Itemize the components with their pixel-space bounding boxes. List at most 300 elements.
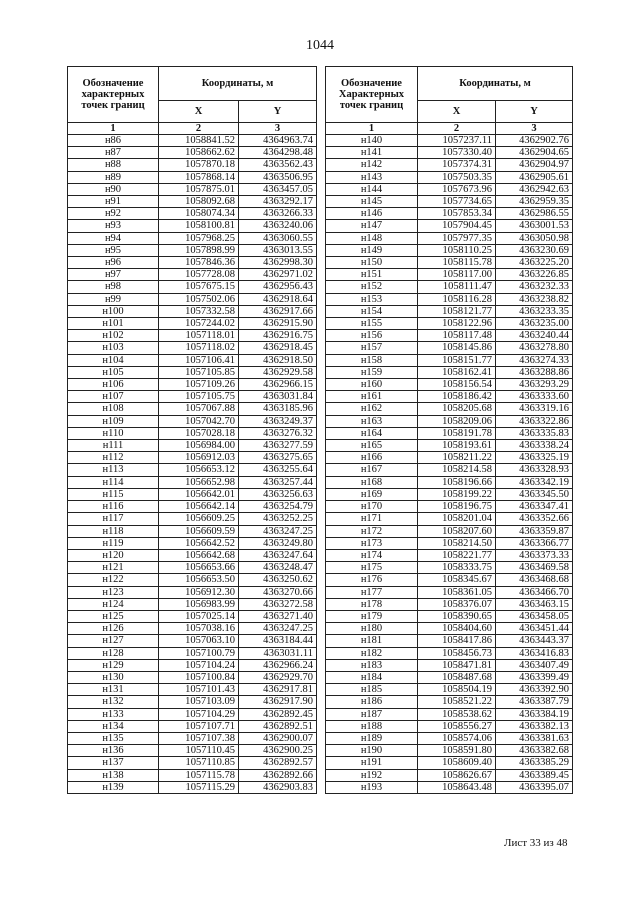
point-name-cell: н139: [68, 781, 159, 793]
y-coordinate-cell: 4363185.96: [239, 403, 317, 415]
table-row: [326, 745, 573, 757]
table-row: [326, 549, 573, 561]
point-name-cell: н97: [68, 269, 159, 281]
point-name-cell: н180: [326, 623, 418, 635]
point-name-cell: н130: [68, 671, 159, 683]
x-coordinate-cell: 1056653.66: [159, 562, 239, 574]
table-row: [326, 391, 573, 403]
table-row: [326, 720, 573, 732]
table-row: [68, 488, 317, 500]
x-coordinate-cell: 1057330.40: [418, 147, 496, 159]
table-row: [326, 671, 573, 683]
table-row: [68, 171, 317, 183]
table-row: [68, 159, 317, 171]
y-coordinate-cell: 4363235.00: [496, 318, 573, 330]
y-coordinate-cell: 4363270.66: [239, 586, 317, 598]
x-coordinate-cell: 1058390.65: [418, 610, 496, 622]
point-name-cell: н126: [68, 623, 159, 635]
x-coordinate-cell: 1057063.10: [159, 635, 239, 647]
y-coordinate-cell: 4363392.90: [496, 684, 573, 696]
table-row: [68, 757, 317, 769]
y-coordinate-cell: 4363468.68: [496, 574, 573, 586]
x-coordinate-cell: 1058521.22: [418, 696, 496, 708]
x-coordinate-cell: 1058841.52: [159, 135, 239, 147]
point-name-cell: н173: [326, 537, 418, 549]
point-name-cell: н124: [68, 598, 159, 610]
point-name-cell: н100: [68, 305, 159, 317]
page-number: 1044: [306, 38, 334, 53]
x-coordinate-cell: 1057107.38: [159, 732, 239, 744]
y-coordinate-cell: 4362917.66: [239, 305, 317, 317]
x-coordinate-cell: 1058092.68: [159, 196, 239, 208]
point-name-cell: н153: [326, 293, 418, 305]
y-coordinate-cell: 4363278.80: [496, 342, 573, 354]
point-name-cell: н142: [326, 159, 418, 171]
point-name-cell: н118: [68, 525, 159, 537]
y-coordinate-cell: 4363333.60: [496, 391, 573, 403]
point-name-cell: н115: [68, 488, 159, 500]
y-coordinate-cell: 4362892.45: [239, 708, 317, 720]
point-name-cell: н99: [68, 293, 159, 305]
y-coordinate-cell: 4362904.97: [496, 159, 573, 171]
point-name-cell: н127: [68, 635, 159, 647]
y-coordinate-cell: 4363506.95: [239, 171, 317, 183]
point-name-cell: н140: [326, 135, 418, 147]
x-coordinate-cell: 1056912.03: [159, 452, 239, 464]
point-name-cell: н105: [68, 366, 159, 378]
y-coordinate-cell: 4362916.75: [239, 330, 317, 342]
table-row: [68, 513, 317, 525]
y-coordinate-cell: 4363451.44: [496, 623, 573, 635]
y-coordinate-cell: 4362918.64: [239, 293, 317, 305]
y-coordinate-cell: 4363387.79: [496, 696, 573, 708]
table-row: [68, 769, 317, 781]
x-coordinate-cell: 1057104.29: [159, 708, 239, 720]
x-coordinate-cell: 1058504.19: [418, 684, 496, 696]
table-row: [326, 757, 573, 769]
point-name-cell: н158: [326, 354, 418, 366]
x-coordinate-cell: 1057237.11: [418, 135, 496, 147]
point-name-cell: н179: [326, 610, 418, 622]
x-coordinate-cell: 1058417.86: [418, 635, 496, 647]
y-coordinate-cell: 4363463.15: [496, 598, 573, 610]
y-coordinate-cell: 4362942.63: [496, 183, 573, 195]
table-row: [68, 257, 317, 269]
y-coordinate-cell: 4363240.06: [239, 220, 317, 232]
y-coordinate-cell: 4362998.30: [239, 257, 317, 269]
y-coordinate-cell: 4362904.65: [496, 147, 573, 159]
y-coordinate-cell: 4362971.02: [239, 269, 317, 281]
y-coordinate-cell: 4362900.25: [239, 745, 317, 757]
table-row: [326, 708, 573, 720]
point-name-cell: н141: [326, 147, 418, 159]
x-coordinate-cell: 1057728.08: [159, 269, 239, 281]
y-coordinate-cell: 4364298.48: [239, 147, 317, 159]
table-row: [326, 305, 573, 317]
y-coordinate-cell: 4362905.61: [496, 171, 573, 183]
table-row: [326, 403, 573, 415]
table-row: [68, 391, 317, 403]
x-coordinate-cell: 1058122.96: [418, 318, 496, 330]
point-name-cell: н183: [326, 659, 418, 671]
x-coordinate-cell: 1057109.26: [159, 379, 239, 391]
point-name-cell: н138: [68, 769, 159, 781]
y-coordinate-cell: 4363272.58: [239, 598, 317, 610]
y-coordinate-cell: 4362956.43: [239, 281, 317, 293]
y-coordinate-cell: 4362959.35: [496, 196, 573, 208]
x-coordinate-cell: 1057118.01: [159, 330, 239, 342]
x-coordinate-cell: 1058074.34: [159, 208, 239, 220]
x-coordinate-cell: 1057100.79: [159, 647, 239, 659]
x-coordinate-cell: 1058186.42: [418, 391, 496, 403]
point-name-cell: н168: [326, 476, 418, 488]
x-coordinate-cell: 1058376.07: [418, 598, 496, 610]
x-coordinate-cell: 1058538.62: [418, 708, 496, 720]
table-row: [326, 732, 573, 744]
point-name-cell: н175: [326, 562, 418, 574]
table-row: [68, 464, 317, 476]
y-coordinate-cell: 4363342.19: [496, 476, 573, 488]
point-name-cell: н182: [326, 647, 418, 659]
x-coordinate-cell: 1058193.61: [418, 440, 496, 452]
x-coordinate-cell: 1057110.45: [159, 745, 239, 757]
point-name-cell: н165: [326, 440, 418, 452]
x-coordinate-cell: 1057103.09: [159, 696, 239, 708]
point-name-cell: н125: [68, 610, 159, 622]
x-coordinate-cell: 1057332.58: [159, 305, 239, 317]
table-row: [68, 415, 317, 427]
coordinates-table-left: [67, 66, 317, 794]
column-number: 1: [326, 123, 418, 135]
table-row: [68, 586, 317, 598]
y-coordinate-cell: 4363345.50: [496, 488, 573, 500]
point-name-cell: н170: [326, 501, 418, 513]
point-name-cell: н178: [326, 598, 418, 610]
table-row: [326, 208, 573, 220]
y-coordinate-cell: 4363277.59: [239, 440, 317, 452]
point-name-cell: н103: [68, 342, 159, 354]
table-row: [326, 610, 573, 622]
x-coordinate-cell: 1057110.85: [159, 757, 239, 769]
table-row: [326, 427, 573, 439]
point-name-cell: н111: [68, 440, 159, 452]
table-row: [326, 574, 573, 586]
point-name-cell: н128: [68, 647, 159, 659]
y-coordinate-cell: 4362918.45: [239, 342, 317, 354]
point-name-cell: н109: [68, 415, 159, 427]
point-name-cell: н150: [326, 257, 418, 269]
y-coordinate-cell: 4362918.50: [239, 354, 317, 366]
y-coordinate-cell: 4363256.63: [239, 488, 317, 500]
y-coordinate-cell: 4363266.33: [239, 208, 317, 220]
point-name-cell: н110: [68, 427, 159, 439]
x-coordinate-cell: 1057503.35: [418, 171, 496, 183]
column-number: 2: [418, 123, 496, 135]
y-coordinate-cell: 4363233.35: [496, 305, 573, 317]
coordinates-table-right: [325, 66, 573, 794]
table-row: [326, 781, 573, 793]
table-row: [68, 781, 317, 793]
x-coordinate-cell: 1058456.73: [418, 647, 496, 659]
column-number: 1: [68, 123, 159, 135]
point-name-cell: н131: [68, 684, 159, 696]
point-name-cell: н143: [326, 171, 418, 183]
point-name-cell: н96: [68, 257, 159, 269]
header-y: Y: [239, 101, 317, 123]
table-row: [326, 659, 573, 671]
x-coordinate-cell: 1058221.77: [418, 549, 496, 561]
point-name-cell: н161: [326, 391, 418, 403]
x-coordinate-cell: 1058626.67: [418, 769, 496, 781]
x-coordinate-cell: 1058196.66: [418, 476, 496, 488]
x-coordinate-cell: 1058361.05: [418, 586, 496, 598]
point-name-cell: н89: [68, 171, 159, 183]
y-coordinate-cell: 4363469.58: [496, 562, 573, 574]
x-coordinate-cell: 1058110.25: [418, 244, 496, 256]
y-coordinate-cell: 4363013.55: [239, 244, 317, 256]
point-name-cell: н191: [326, 757, 418, 769]
table-row: [68, 501, 317, 513]
point-name-cell: н164: [326, 427, 418, 439]
y-coordinate-cell: 4363325.19: [496, 452, 573, 464]
x-coordinate-cell: 1058191.78: [418, 427, 496, 439]
point-name-cell: н171: [326, 513, 418, 525]
table-row: [326, 525, 573, 537]
x-coordinate-cell: 1056653.12: [159, 464, 239, 476]
y-coordinate-cell: 4364963.74: [239, 135, 317, 147]
y-coordinate-cell: 4362917.90: [239, 696, 317, 708]
point-name-cell: н114: [68, 476, 159, 488]
table-row: [68, 427, 317, 439]
table-row: [326, 598, 573, 610]
x-coordinate-cell: 1057067.88: [159, 403, 239, 415]
table-row: [68, 452, 317, 464]
y-coordinate-cell: 4363060.55: [239, 232, 317, 244]
point-name-cell: н119: [68, 537, 159, 549]
y-coordinate-cell: 4363031.11: [239, 647, 317, 659]
x-coordinate-cell: 1057105.75: [159, 391, 239, 403]
x-coordinate-cell: 1057734.65: [418, 196, 496, 208]
point-name-cell: н163: [326, 415, 418, 427]
table-body-left: [68, 135, 317, 794]
table-row: [68, 708, 317, 720]
x-coordinate-cell: 1058116.28: [418, 293, 496, 305]
point-name-cell: н87: [68, 147, 159, 159]
y-coordinate-cell: 4363247.64: [239, 549, 317, 561]
x-coordinate-cell: 1057115.29: [159, 781, 239, 793]
x-coordinate-cell: 1056642.52: [159, 537, 239, 549]
table-body-right: [326, 135, 573, 794]
table-row: [68, 220, 317, 232]
y-coordinate-cell: 4363232.33: [496, 281, 573, 293]
y-coordinate-cell: 4363466.70: [496, 586, 573, 598]
point-name-cell: н154: [326, 305, 418, 317]
point-name-cell: н108: [68, 403, 159, 415]
y-coordinate-cell: 4363031.84: [239, 391, 317, 403]
y-coordinate-cell: 4363248.47: [239, 562, 317, 574]
y-coordinate-cell: 4363322.86: [496, 415, 573, 427]
point-name-cell: н177: [326, 586, 418, 598]
table-row: [326, 464, 573, 476]
table-row: [326, 488, 573, 500]
x-coordinate-cell: 1056984.00: [159, 440, 239, 452]
y-coordinate-cell: 4363288.86: [496, 366, 573, 378]
x-coordinate-cell: 1058162.41: [418, 366, 496, 378]
x-coordinate-cell: 1058196.75: [418, 501, 496, 513]
y-coordinate-cell: 4363252.25: [239, 513, 317, 525]
y-coordinate-cell: 4363230.69: [496, 244, 573, 256]
x-coordinate-cell: 1058100.81: [159, 220, 239, 232]
table-row: [326, 354, 573, 366]
column-number: 3: [496, 123, 573, 135]
x-coordinate-cell: 1058333.75: [418, 562, 496, 574]
x-coordinate-cell: 1058404.60: [418, 623, 496, 635]
point-name-cell: н136: [68, 745, 159, 757]
x-coordinate-cell: 1057870.18: [159, 159, 239, 171]
y-coordinate-cell: 4363226.85: [496, 269, 573, 281]
x-coordinate-cell: 1056912.30: [159, 586, 239, 598]
table-row: [326, 159, 573, 171]
table-row: [326, 501, 573, 513]
point-name-cell: н102: [68, 330, 159, 342]
x-coordinate-cell: 1057868.14: [159, 171, 239, 183]
point-name-cell: н129: [68, 659, 159, 671]
x-coordinate-cell: 1056609.25: [159, 513, 239, 525]
point-name-cell: н137: [68, 757, 159, 769]
x-coordinate-cell: 1058471.81: [418, 659, 496, 671]
x-coordinate-cell: 1058662.62: [159, 147, 239, 159]
table-row: [68, 635, 317, 647]
x-coordinate-cell: 1058609.40: [418, 757, 496, 769]
table-row: [326, 476, 573, 488]
point-name-cell: н155: [326, 318, 418, 330]
x-coordinate-cell: 1058487.68: [418, 671, 496, 683]
y-coordinate-cell: 4363247.25: [239, 623, 317, 635]
y-coordinate-cell: 4363457.05: [239, 183, 317, 195]
table-row: [68, 684, 317, 696]
x-coordinate-cell: 1058145.86: [418, 342, 496, 354]
x-coordinate-cell: 1058156.54: [418, 379, 496, 391]
table-row: [68, 232, 317, 244]
table-row: [326, 171, 573, 183]
y-coordinate-cell: 4363384.19: [496, 708, 573, 720]
x-coordinate-cell: 1056609.59: [159, 525, 239, 537]
x-coordinate-cell: 1057115.78: [159, 769, 239, 781]
point-name-cell: н159: [326, 366, 418, 378]
table-row: [326, 635, 573, 647]
table-row: [326, 586, 573, 598]
table-row: [326, 232, 573, 244]
y-coordinate-cell: 4363373.33: [496, 549, 573, 561]
table-row: [68, 342, 317, 354]
table-row: [326, 244, 573, 256]
table-row: [68, 549, 317, 561]
x-coordinate-cell: 1057107.71: [159, 720, 239, 732]
x-coordinate-cell: 1056642.68: [159, 549, 239, 561]
header-y: Y: [496, 101, 573, 123]
x-coordinate-cell: 1058115.78: [418, 257, 496, 269]
table-row: [68, 671, 317, 683]
x-coordinate-cell: 1057875.01: [159, 183, 239, 195]
point-name-cell: н148: [326, 232, 418, 244]
point-name-cell: н101: [68, 318, 159, 330]
point-name-cell: н157: [326, 342, 418, 354]
y-coordinate-cell: 4362892.66: [239, 769, 317, 781]
table-row: [326, 293, 573, 305]
y-coordinate-cell: 4363352.66: [496, 513, 573, 525]
y-coordinate-cell: 4363338.24: [496, 440, 573, 452]
point-name-cell: н156: [326, 330, 418, 342]
point-name-cell: н134: [68, 720, 159, 732]
point-name-cell: н93: [68, 220, 159, 232]
point-name-cell: н116: [68, 501, 159, 513]
y-coordinate-cell: 4363382.13: [496, 720, 573, 732]
y-coordinate-cell: 4363255.64: [239, 464, 317, 476]
x-coordinate-cell: 1058214.58: [418, 464, 496, 476]
x-coordinate-cell: 1058199.22: [418, 488, 496, 500]
y-coordinate-cell: 4363382.68: [496, 745, 573, 757]
x-coordinate-cell: 1057105.85: [159, 366, 239, 378]
point-name-cell: н107: [68, 391, 159, 403]
point-name-cell: н151: [326, 269, 418, 281]
point-name-cell: н88: [68, 159, 159, 171]
table-row: [326, 562, 573, 574]
y-coordinate-cell: 4363443.37: [496, 635, 573, 647]
x-coordinate-cell: 1057028.18: [159, 427, 239, 439]
point-name-cell: н86: [68, 135, 159, 147]
y-coordinate-cell: 4362892.57: [239, 757, 317, 769]
y-coordinate-cell: 4362892.51: [239, 720, 317, 732]
point-name-cell: н172: [326, 525, 418, 537]
y-coordinate-cell: 4363389.45: [496, 769, 573, 781]
table-row: [68, 281, 317, 293]
table-row: [68, 574, 317, 586]
point-name-cell: н120: [68, 549, 159, 561]
point-name-cell: н160: [326, 379, 418, 391]
point-name-cell: н162: [326, 403, 418, 415]
x-coordinate-cell: 1058214.50: [418, 537, 496, 549]
y-coordinate-cell: 4363254.79: [239, 501, 317, 513]
x-coordinate-cell: 1057104.24: [159, 659, 239, 671]
table-row: [68, 208, 317, 220]
x-coordinate-cell: 1058117.48: [418, 330, 496, 342]
table-row: [68, 244, 317, 256]
y-coordinate-cell: 4363271.40: [239, 610, 317, 622]
x-coordinate-cell: 1058207.60: [418, 525, 496, 537]
point-name-cell: н122: [68, 574, 159, 586]
x-coordinate-cell: 1057118.02: [159, 342, 239, 354]
x-coordinate-cell: 1058574.06: [418, 732, 496, 744]
x-coordinate-cell: 1056642.14: [159, 501, 239, 513]
x-coordinate-cell: 1057846.36: [159, 257, 239, 269]
point-name-cell: н146: [326, 208, 418, 220]
table-row: [68, 720, 317, 732]
table-row: [68, 647, 317, 659]
y-coordinate-cell: 4363276.32: [239, 427, 317, 439]
point-name-cell: н149: [326, 244, 418, 256]
y-coordinate-cell: 4363249.37: [239, 415, 317, 427]
point-name-cell: н181: [326, 635, 418, 647]
point-name-cell: н144: [326, 183, 418, 195]
x-coordinate-cell: 1057042.70: [159, 415, 239, 427]
x-coordinate-cell: 1057904.45: [418, 220, 496, 232]
table-row: [326, 135, 573, 147]
point-name-cell: н185: [326, 684, 418, 696]
y-coordinate-cell: 4362929.70: [239, 671, 317, 683]
point-name-cell: н95: [68, 244, 159, 256]
point-name-cell: н104: [68, 354, 159, 366]
point-name-cell: н176: [326, 574, 418, 586]
